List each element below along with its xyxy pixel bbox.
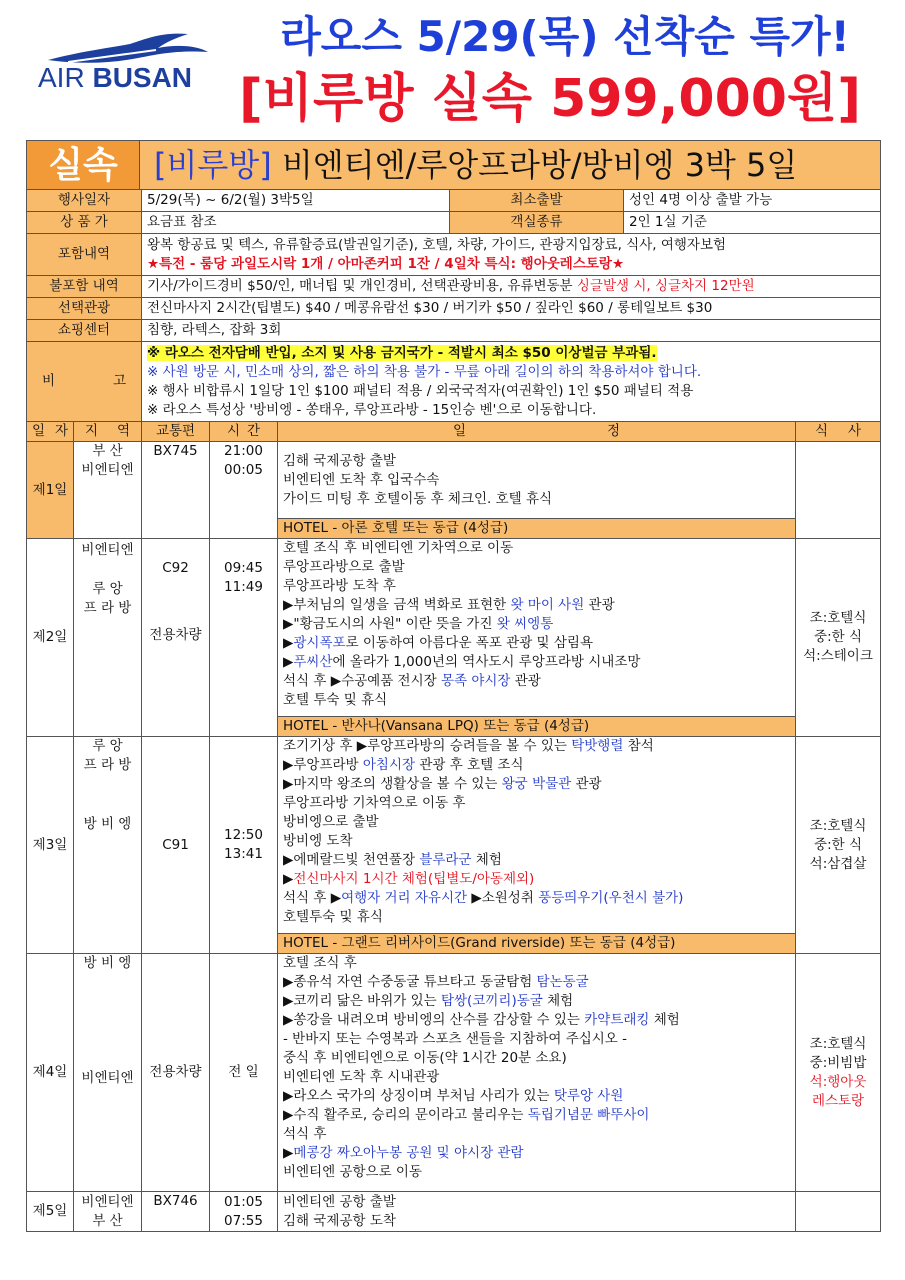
day1-transport: BX745: [142, 442, 210, 539]
day3-time: 12:50 13:41: [210, 737, 278, 954]
day3-meal: 조:호텔식 중:한 식 석:삼겹살: [796, 737, 881, 954]
info-row-options: [27, 298, 881, 320]
info-row-excluded: [27, 276, 881, 298]
day1-time: 21:00 00:05: [210, 442, 278, 539]
price-label: 상 품 가: [27, 212, 142, 234]
day2-region: 비엔티엔 루 앙 프 라 방: [74, 539, 142, 737]
included-line: 왕복 항공료 및 텍스, 유류할증료(발권일기준), 호텔, 차량, 가이드, 관광지입장료, 식사, 여행자보험: [147, 236, 727, 253]
day1-label: 제1일: [27, 442, 74, 539]
day4-transport: 전용차량: [142, 954, 210, 1192]
silsok-badge: 실속: [27, 141, 140, 189]
day3-label: 제3일: [27, 737, 74, 954]
min-value: 성인 4명 이상 출발 가능: [624, 190, 881, 212]
day4-time: 전 일: [210, 954, 278, 1192]
col-day: 일 자: [27, 422, 74, 442]
col-meal: 식 사: [796, 422, 881, 442]
col-plan: 일 정: [278, 422, 796, 442]
day1-schedule: 김해 국제공항 출발 비엔티엔 도착 후 입국수속 가이드 미팅 후 호텔이동 후 체크인. 호텔 휴식: [278, 442, 796, 519]
benefit-line: ★특전 - 룸당 과일도시락 1개 / 아마존커피 1잔 / 4일차 특식: 행아웃레스토랑★: [147, 255, 625, 272]
room-label: 객실종류: [450, 212, 624, 234]
day5-region: 비엔티엔 부 산: [74, 1192, 142, 1232]
info-row-shopping: [27, 320, 881, 342]
day2-hotel: HOTEL - 반사나(Vansana LPQ) 또는 동급 (4성급): [278, 717, 796, 737]
col-transport: 교통편: [142, 422, 210, 442]
shopping-value: 침향, 라텍스, 잡화 3회: [142, 320, 881, 342]
date-label: 행사일자: [27, 190, 142, 212]
shopping-label: 쇼핑센터: [27, 320, 142, 342]
title-row: [27, 141, 881, 190]
logo-wordmark: AIR BUSAN: [38, 62, 193, 93]
day1-row: [27, 442, 881, 519]
day2-transport: C92 전용차량: [142, 539, 210, 737]
info-row-notes: [27, 342, 881, 422]
day4-label: 제4일: [27, 954, 74, 1192]
day5-time: 01:05 07:55: [210, 1192, 278, 1232]
day2-meal: 조:호텔식 중:한 식 석:스테이크: [796, 539, 881, 737]
itinerary-table: [26, 140, 881, 1232]
day5-schedule: 비엔티엔 공항 출발 김해 국제공항 도착: [278, 1192, 796, 1232]
info-row-date: [27, 190, 881, 212]
product-title: [비루방] 비엔티엔/루앙프라방/방비엥 3박 5일: [140, 141, 880, 189]
day3-row: [27, 737, 881, 934]
day4-region: 방 비 엥 비엔티엔: [74, 954, 142, 1192]
day4-meal: 조:호텔식 중:비빔밥 석:행아웃 레스토랑: [796, 954, 881, 1192]
bird-wing-icon: [38, 30, 213, 66]
day2-schedule: 호텔 조식 후 비엔티엔 기차역으로 이동 루앙프라방으로 출발 루앙프라방 도착 후 ▶부처님의 일생을 금색 벽화로 표현한 왓 마이 사원 관광 ▶"황금도시의 사원" 이란 뜻을 가진 왓 씨엥통 ▶광시폭포로 이동하여 아름다운 폭포 관광 및 삼림욕 ▶푸씨산에 올라가 1,000년의 역사도시 루앙프라방 시내조망 석식 후 ▶수공예품 전시장 몽족 야시장 관광 호텔 투숙 및 휴식: [278, 539, 796, 717]
day3-transport: C91: [142, 737, 210, 954]
info-row-included: [27, 234, 881, 276]
day2-row: [27, 539, 881, 717]
day5-row: [27, 1192, 881, 1232]
day4-schedule: 호텔 조식 후 ▶종유석 자연 수중동굴 튜브타고 동굴탐험 탐논동굴 ▶코끼리 닮은 바위가 있는 탐쌍(코끼리)동굴 체험 ▶쏭강을 내려오며 방비엥의 산수를 감상할 수 있는 카약트래킹 체험 - 반바지 또는 수영복과 스포츠 샌들을 지참하여 주십시오 - 중식 후 비엔티엔으로 이동(약 1시간 20분 소요) 비엔티엔 도착 후 시내관광 ▶라오스 국가의 상징이며 부처님 사리가 있는 탓루앙 사원 ▶수직 활주로, 승리의 문이라고 불리우는 독립기념문 빠뚜사이 석식 후 ▶메콩강 짜오아누봉 공원 및 야시장 관람 비엔티엔 공항으로 이동: [278, 954, 796, 1192]
notes-label: 비 고: [27, 342, 142, 422]
day5-label: 제5일: [27, 1192, 74, 1232]
room-value: 2인 1실 기준: [624, 212, 881, 234]
day2-time: 09:45 11:49: [210, 539, 278, 737]
day5-transport: BX746: [142, 1192, 210, 1232]
day3-region: 루 앙 프 라 방 방 비 엥: [74, 737, 142, 954]
note-dress-code: ※ 사원 방문 시, 민소매 상의, 짧은 하의 착용 불가 - 무릎 아래 길이의 하의 착용하셔야 합니다.: [147, 363, 702, 380]
day2-label: 제2일: [27, 539, 74, 737]
day1-hotel: HOTEL - 아론 호텔 또는 동급 (4성급): [278, 519, 796, 539]
headline-price: [비루방 실속 599,000원]: [239, 69, 861, 129]
day3-schedule: 조기기상 후 ▶루앙프라방의 승려들을 볼 수 있는 탁밧행렬 참석 ▶루앙프라방 아침시장 관광 후 호텔 조식 ▶마지막 왕조의 생활상을 볼 수 있는 왕궁 박물관 관광 루앙프라방 기차역으로 이동 후 방비엥으로 출발 방비엥 도착 ▶에메랄드빛 천연풀장 블루라군 체험 ▶전신마사지 1시간 체험(팁별도/아동제외) 석식 후 ▶여행자 거리 자유시간 ▶소원성취 풍등띄우기(우천시 불가) 호텔투숙 및 휴식: [278, 737, 796, 934]
excluded-label: 불포함 내역: [27, 276, 142, 298]
options-label: 선택관광: [27, 298, 142, 320]
note-ecig: ※ 라오스 전자담배 반입, 소지 및 사용 금지국가 - 적발시 최소 $50 이상벌금 부과됨.: [147, 344, 657, 361]
included-label: 포함내역: [27, 234, 142, 276]
day1-region: 부 산 비엔티엔: [74, 442, 142, 539]
day1-meal: [796, 442, 881, 539]
info-row-price: [27, 212, 881, 234]
col-region: 지 역: [74, 422, 142, 442]
excluded-value: 기사/가이드경비 $50/인, 매너팁 및 개인경비, 선택관광비용, 유류변동분 싱글발생 시, 싱글차지 12만원: [142, 276, 881, 298]
note-penalty: ※ 행사 비합류시 1일당 1인 $100 패널티 적용 / 외국국적자(여권확인) 1인 $50 패널티 적용: [147, 382, 694, 399]
airbusan-logo: [38, 30, 213, 93]
day4-row: [27, 954, 881, 1192]
options-value: 전신마사지 2시간(팁별도) $40 / 메콩유람선 $30 / 버기카 $50 / 짚라인 $60 / 롱테일보트 $30: [142, 298, 881, 320]
note-transport: ※ 라오스 특성상 '방비엥 - 쏭태우, 루앙프라방 - 15인승 벤'으로 이동합니다.: [147, 401, 597, 418]
headline-special-offer: 라오스 5/29(목) 선착순 특가!: [280, 12, 850, 61]
col-time: 시 간: [210, 422, 278, 442]
min-label: 최소출발: [450, 190, 624, 212]
day5-meal: [796, 1192, 881, 1232]
schedule-header-row: [27, 422, 881, 442]
price-value: 요금표 참조: [142, 212, 450, 234]
date-value: 5/29(목) ~ 6/2(월) 3박5일: [142, 190, 450, 212]
day3-hotel: HOTEL - 그랜드 리버사이드(Grand riverside) 또는 동급 (4성급): [278, 934, 796, 954]
